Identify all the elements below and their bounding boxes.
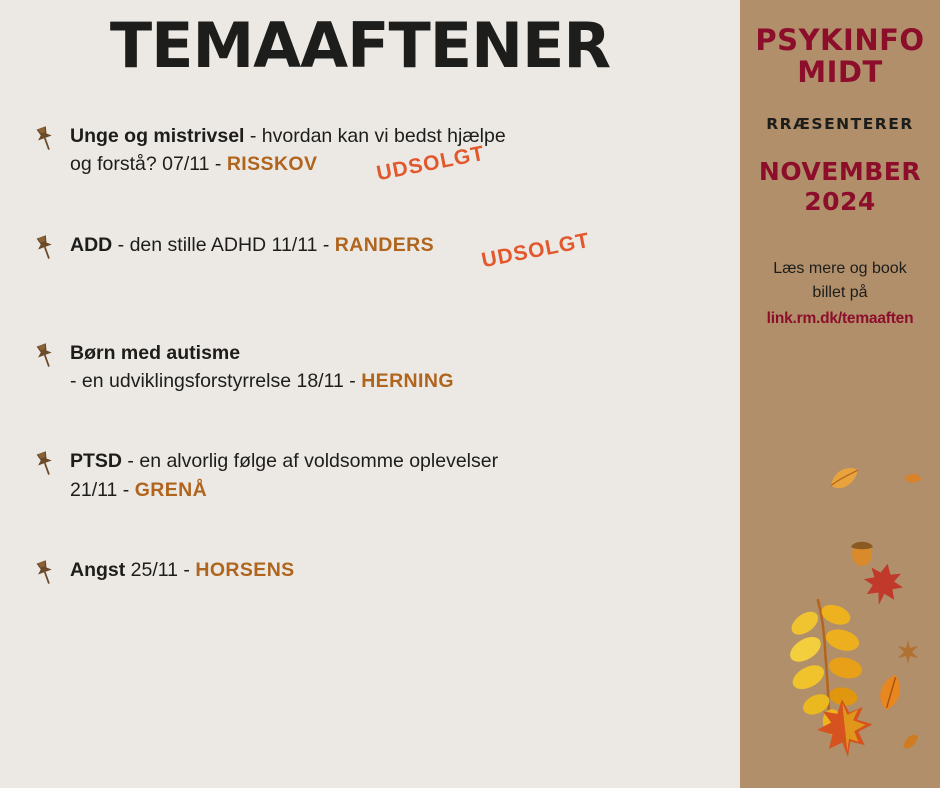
brand-line-1: PSYKINFO bbox=[755, 23, 925, 57]
event-title: Unge og mistrivsel bbox=[70, 125, 245, 148]
booking-line-2: billet på bbox=[812, 283, 868, 301]
pushpin-icon bbox=[30, 449, 60, 479]
event-text-line1 bbox=[70, 447, 740, 475]
event-text-line1 bbox=[70, 122, 740, 150]
event-title: Angst bbox=[70, 558, 126, 581]
leaf-icon bbox=[828, 466, 862, 491]
pushpin-icon bbox=[30, 233, 60, 263]
brand-line-2: MIDT bbox=[797, 55, 883, 90]
acorn-icon bbox=[851, 542, 873, 566]
pushpin-icon bbox=[30, 341, 60, 371]
year-label: 2024 bbox=[804, 186, 876, 216]
booking-line-1: Læs mere og book bbox=[773, 259, 907, 277]
presents-label: RRÆSENTERER bbox=[766, 114, 914, 133]
list-item[interactable] bbox=[26, 447, 740, 504]
event-detail: 25/11 - bbox=[125, 558, 196, 581]
event-text-line1 bbox=[70, 339, 740, 367]
maple-leaf-icon bbox=[814, 696, 876, 760]
booking-info bbox=[748, 257, 932, 330]
page-title: TEMAAFTENER bbox=[109, 9, 611, 82]
event-location: RISSKOV bbox=[226, 153, 318, 176]
event-text-line1 bbox=[70, 231, 740, 259]
event-detail: - den stille ADHD 11/11 - bbox=[112, 233, 335, 256]
list-item[interactable] bbox=[26, 556, 740, 612]
brand-name bbox=[748, 24, 932, 89]
seed-icon bbox=[898, 640, 918, 664]
status-badge: UDSOLGT bbox=[479, 228, 592, 272]
event-title: Børn med autisme bbox=[70, 341, 241, 364]
sidebar bbox=[740, 0, 940, 788]
list-item[interactable] bbox=[26, 339, 740, 396]
event-detail-2: - en udviklingsforstyrrelse 18/11 - bbox=[70, 369, 362, 392]
event-detail-2: 21/11 - bbox=[70, 478, 135, 501]
list-item[interactable] bbox=[26, 228, 740, 287]
event-title: ADD bbox=[70, 233, 113, 256]
leaf-icon bbox=[904, 470, 923, 486]
event-list bbox=[0, 122, 740, 612]
autumn-leaves-decoration bbox=[740, 440, 940, 788]
event-location: RANDERS bbox=[334, 233, 435, 256]
event-text-line2 bbox=[70, 367, 740, 395]
event-location: HORSENS bbox=[195, 558, 295, 581]
compound-leaf-icon bbox=[779, 594, 875, 741]
pushpin-icon bbox=[30, 124, 60, 154]
event-location: HERNING bbox=[361, 369, 454, 392]
date-block bbox=[748, 157, 932, 217]
event-text-line1 bbox=[70, 556, 740, 584]
leaf-icon bbox=[876, 672, 905, 712]
maple-leaf-icon bbox=[859, 560, 907, 609]
booking-link[interactable]: link.rm.dk/temaaften bbox=[766, 309, 914, 327]
event-text-line2 bbox=[70, 476, 740, 504]
month-label: NOVEMBER bbox=[758, 156, 922, 186]
event-detail: - hvordan kan vi bedst hjælpe bbox=[244, 125, 506, 148]
event-location: GRENÅ bbox=[134, 478, 208, 501]
event-detail: - en alvorlig følge af voldsomme oplevelser bbox=[122, 450, 499, 473]
event-title: PTSD bbox=[70, 450, 123, 473]
event-detail-2: og forstå? 07/11 - bbox=[70, 153, 227, 176]
leaf-icon bbox=[900, 733, 921, 750]
status-badge: UDSOLGT bbox=[374, 141, 487, 186]
list-item[interactable] bbox=[26, 122, 740, 186]
pushpin-icon bbox=[30, 558, 60, 588]
